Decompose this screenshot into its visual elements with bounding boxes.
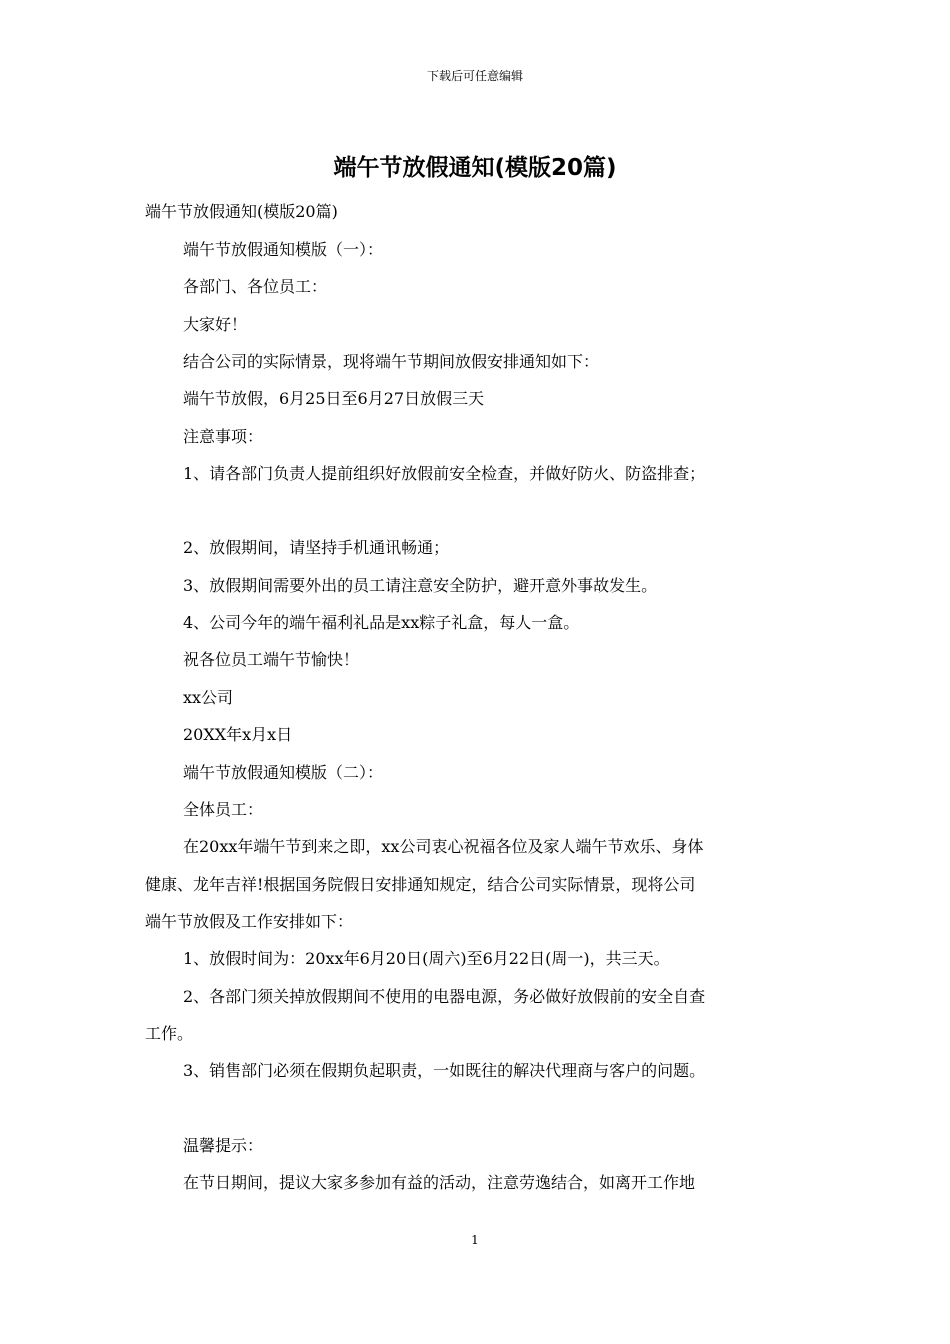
- list-item: 2、各部门须关掉放假期间不使用的电器电源，务必做好放假前的安全自查: [183, 987, 706, 1006]
- closing-wish: 祝各位员工端午节愉快！: [183, 650, 360, 669]
- greeting: 大家好！: [183, 315, 248, 334]
- section-heading: 端午节放假通知模版（二）：: [183, 763, 384, 782]
- list-item-continuation: 工作。: [145, 1024, 194, 1043]
- section-heading: 端午节放假通知模版（一）：: [183, 240, 384, 259]
- paragraph-line: 端午节放假及工作安排如下：: [145, 912, 354, 931]
- salutation: 全体员工：: [183, 800, 264, 819]
- list-item: 3、放假期间需要外出的员工请注意安全防护，避开意外事故发生。: [183, 576, 658, 595]
- header-note: 下载后可任意编辑: [426, 69, 523, 83]
- list-item: 4、公司今年的端午福利礼品是xx粽子礼盒，每人一盒。: [183, 613, 580, 632]
- paragraph-line: 在节日期间，提议大家多参加有益的活动，注意劳逸结合，如离开工作地: [183, 1173, 696, 1192]
- signature-company: xx公司: [183, 688, 234, 707]
- paragraph-line: 结合公司的实际情景，现将端午节期间放假安排通知如下：: [183, 352, 600, 371]
- list-item: 2、放假期间，请坚持手机通讯畅通；: [183, 538, 450, 557]
- paragraph-line: 在20xx年端午节到来之即，xx公司衷心祝福各位及家人端午节欢乐、身体: [183, 837, 704, 856]
- salutation: 各部门、各位员工：: [183, 277, 328, 296]
- list-item: 1、放假时间为：20xx年6月20日(周六)至6月22日(周一)，共三天。: [183, 949, 670, 968]
- paragraph-line: 端午节放假，6月25日至6月27日放假三天: [183, 389, 485, 408]
- document-title: 端午节放假通知(模版20篇): [333, 155, 617, 181]
- paragraph-line: 健康、龙年吉祥!根据国务院假日安排通知规定，结合公司实际情景，现将公司: [145, 875, 696, 894]
- document-subtitle: 端午节放假通知(模版20篇): [145, 202, 338, 221]
- page-number: 1: [471, 1233, 479, 1247]
- subheading: 温馨提示：: [183, 1136, 264, 1155]
- subheading: 注意事项：: [183, 427, 264, 446]
- list-item: 3、销售部门必须在假期负起职责，一如既往的解决代理商与客户的问题。: [183, 1061, 706, 1080]
- list-item: 1、请各部门负责人提前组织好放假前安全检查，并做好防火、防盗排查；: [183, 464, 706, 483]
- signature-date: 20XX年x月x日: [183, 725, 293, 744]
